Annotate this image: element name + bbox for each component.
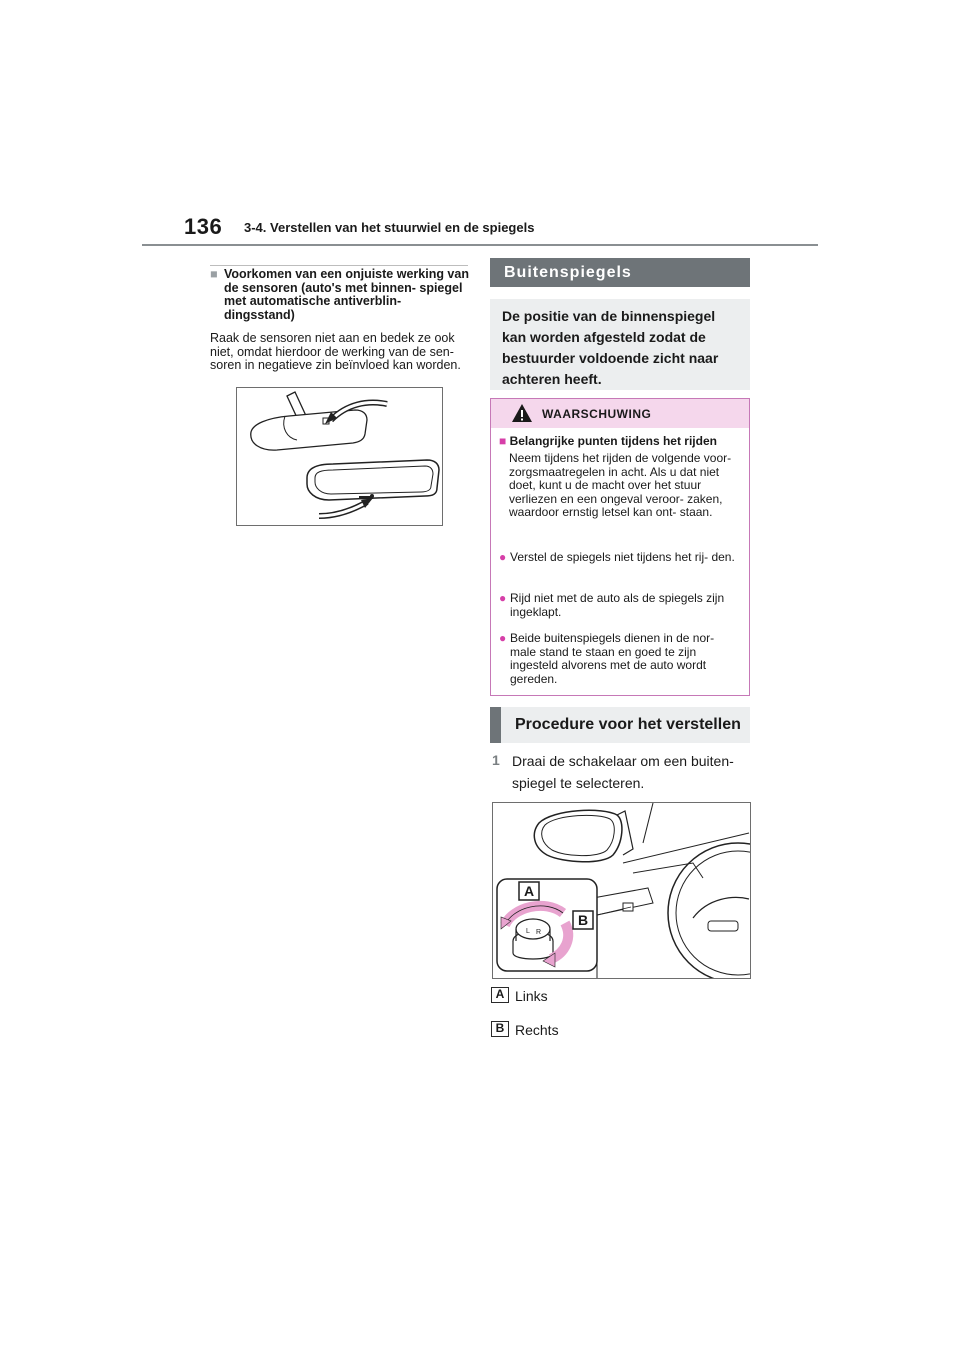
svg-text:L: L (526, 928, 530, 935)
bullet-dot-icon: ● (499, 631, 507, 645)
buitenspiegels-banner: Buitenspiegels (490, 258, 750, 287)
square-bullet-icon: ■ (210, 267, 218, 281)
intro-info-box: De positie van de binnenspiegel kan worden afgesteld zodat de bestuurder voldoende zicht naar achteren heeft. (490, 299, 750, 390)
warning-paragraph: Neem tijdens het rijden de volgende voor- zorgsmaatregelen in acht. Als u dat niet doet, kunt u de macht over het stuur verliezen en een ongeval veroor- zaken, waardoor ernstig letsel kan ont- staan. (509, 451, 732, 519)
procedure-heading: Procedure voor het verstellen (490, 707, 750, 743)
warning-subheading (499, 434, 717, 448)
mirror-switch-illustration (492, 802, 751, 979)
page-number: 136 (184, 214, 223, 239)
sensor-paragraph: Raak de sensoren niet aan en bedek ze ook niet, omdat hierdoor de werking van de sen- soren in negatieve zin beïnvloed kan worden. (210, 331, 461, 372)
legend-label-links: Links (515, 988, 548, 1004)
figure-label-b: B (578, 912, 589, 928)
rearview-mirror-illustration (236, 387, 443, 526)
warning-header (491, 399, 749, 428)
sensor-subheading-text: Voorkomen van een onjuiste werking van de sensoren (auto's met binnen- spiegel met automatische antiverblin- dingsstand) (224, 267, 469, 322)
warning-triangle-icon (511, 403, 533, 423)
step-text: Draai de schakelaar om een buiten- spiegel te selecteren. (512, 753, 734, 791)
square-bullet-icon: ■ (499, 434, 507, 448)
warning-box (490, 398, 750, 696)
legend-key-a: A (491, 987, 509, 1003)
bullet-dot-icon: ● (499, 591, 507, 605)
warning-subheading-text: Belangrijke punten tijdens het rijden (509, 434, 717, 448)
svg-text:R: R (536, 929, 542, 936)
subsection-divider (210, 265, 468, 266)
step-number: 1 (492, 752, 500, 768)
figure-label-a: A (524, 883, 535, 899)
warning-label: WAARSCHUWING (542, 407, 652, 421)
bullet-dot-icon: ● (499, 550, 507, 564)
warning-bullet-text: Verstel de spiegels niet tijdens het rij- den. (510, 550, 735, 564)
warning-bullet-text: Beide buitenspiegels dienen in de nor- male stand te staan en goed te zijn ingesteld alvorens met de auto wordt gereden. (510, 631, 715, 686)
warning-bullet-text: Rijd niet met de auto als de spiegels zijn ingeklapt. (510, 591, 725, 619)
header-divider (142, 244, 818, 246)
section-title: 3-4. Verstellen van het stuurwiel en de spiegels (244, 220, 535, 235)
legend-label-rechts: Rechts (515, 1022, 559, 1038)
sensor-subheading (210, 267, 472, 322)
legend-key-b: B (491, 1021, 509, 1037)
rearview-mirror-drawing (237, 388, 442, 525)
